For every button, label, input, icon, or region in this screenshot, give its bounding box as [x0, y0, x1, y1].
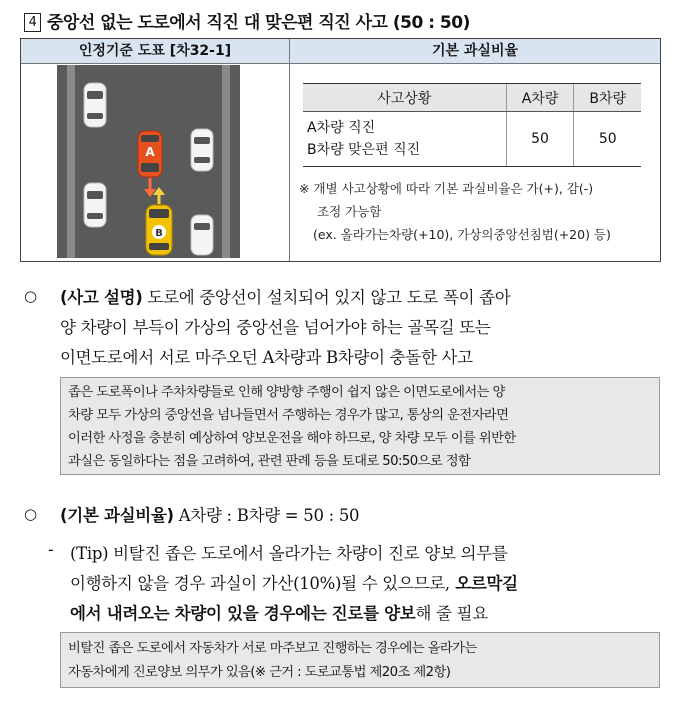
tip-line: 에서 내려오는 차량이 있을 경우에는 진로를 양보해 줄 필요	[70, 604, 488, 623]
fault-ratio-table	[303, 83, 641, 167]
situation-cell	[303, 112, 506, 167]
car-b-icon	[146, 205, 172, 255]
criteria-box	[20, 38, 661, 262]
explanation-line: 좁은 도로폭이나 주차차량들로 인해 양방향 주행이 쉽지 않은 이면도로에서는 양	[68, 385, 505, 400]
note-line: 조정 가능함	[317, 204, 382, 219]
note-line: (ex. 올라가는차량(+10), 가상의중앙선침범(+20) 등)	[313, 227, 611, 242]
basic-ratio-label: (기본 과실비율)	[60, 506, 174, 525]
road-edge-left	[67, 65, 75, 258]
tip-line: 이행하지 않을 경우 과실이 가산(10%)될 수 있으므로, 오르막길	[70, 574, 518, 593]
tip-dash: -	[48, 540, 54, 559]
accident-description-label: (사고 설명)	[60, 288, 143, 307]
basic-ratio-value: A차량 : B차량 = 50 : 50	[173, 506, 360, 525]
basic-ratio-line	[60, 502, 359, 526]
note-line: ※ 개별 사고상황에 따라 기본 과실비율은 가(+), 감(-)	[299, 181, 594, 196]
parked-car-icon	[84, 183, 106, 227]
parked-car-icon	[191, 129, 213, 171]
road-edge-right	[222, 65, 230, 258]
accident-description-line: (사고 설명) 도로에 중앙선이 설치되어 있지 않고 도로 폭이 좁아	[60, 288, 511, 307]
svg-text:A: A	[145, 145, 155, 159]
car-a-icon	[138, 131, 162, 177]
accident-description-line: 이면도로에서 서로 마주오던 A차량과 B차량이 충돌한 사고	[60, 348, 473, 367]
column-divider	[289, 63, 290, 261]
table-header-row	[303, 84, 641, 112]
parked-car-icon	[84, 83, 106, 127]
svg-text:B: B	[155, 228, 163, 239]
page-title	[24, 8, 470, 33]
situation-line: B차량 맞은편 직진	[307, 142, 421, 158]
header-car-a: A차량	[506, 84, 574, 112]
legal-basis-line: 비탈진 좁은 도로에서 자동차가 서로 마주보고 진행하는 경우에는 올라가는	[68, 641, 477, 656]
bullet-icon: ○	[24, 287, 38, 305]
table-row	[303, 112, 641, 167]
situation-line: A차량 직진	[307, 120, 376, 136]
header-car-b: B차량	[574, 84, 641, 112]
left-header: 인정기준 도표 [차32-1]	[21, 39, 290, 64]
section-number: 4	[24, 13, 41, 32]
right-header: 기본 과실비율	[290, 39, 660, 64]
explanation-line: 차량 모두 가상의 중앙선을 넘나들면서 주행하는 경우가 많고, 통상의 운전자라면	[68, 408, 509, 423]
car-b-value: 50	[574, 112, 641, 167]
bullet-icon: ○	[24, 505, 38, 523]
car-a-value: 50	[506, 112, 574, 167]
title-text: 중앙선 없는 도로에서 직진 대 맞은편 직진 사고 (50 : 50)	[47, 13, 470, 33]
legal-basis-line: 자동차에게 진로양보 의무가 있음(※ 근거 : 도로교통법 제20조 제2항)	[68, 665, 451, 680]
header-situation: 사고상황	[303, 84, 506, 112]
explanation-line: 이러한 사정을 충분히 예상하여 양보운전을 해야 하므로, 양 차량 모두 이를 위반한	[68, 431, 516, 446]
tip-line: (Tip) 비탈진 좁은 도로에서 올라가는 차량이 진로 양보 의무를	[70, 544, 508, 563]
accident-diagram	[57, 65, 240, 258]
accident-description-line: 양 차량이 부득이 가상의 중앙선을 넘어가야 하는 골목길 또는	[60, 318, 491, 337]
explanation-line: 과실은 동일하다는 점을 고려하여, 관련 판례 등을 토대로 50:50으로 정함	[68, 454, 471, 469]
parked-car-icon	[191, 215, 213, 255]
